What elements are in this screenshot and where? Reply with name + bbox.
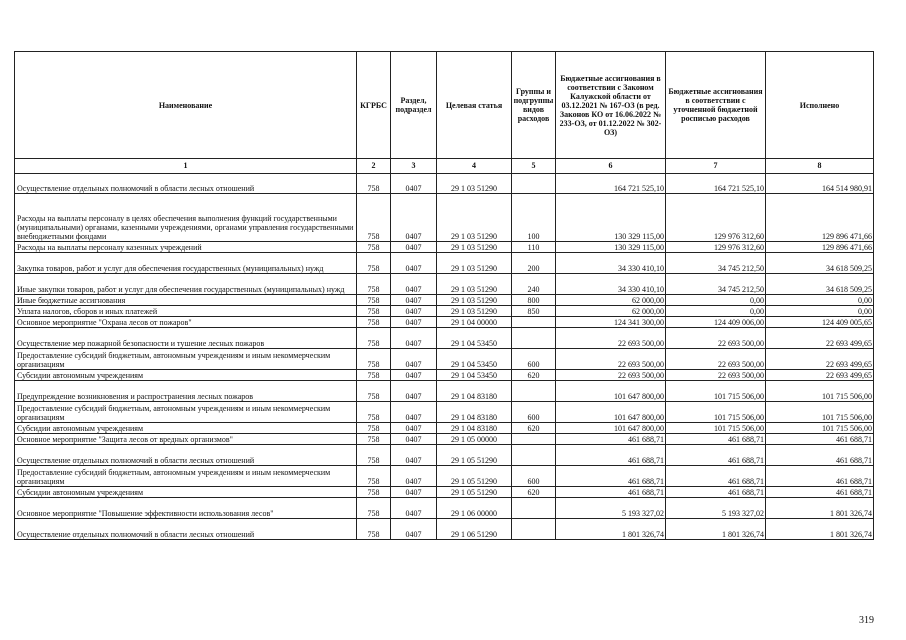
cell-name: Основное мероприятие "Охрана лесов от пожаров" [15, 317, 357, 328]
cell-section: 0407 [391, 445, 437, 466]
cell-refined: 22 693 500,00 [666, 349, 766, 370]
table-row [15, 434, 874, 445]
cell-group [512, 445, 556, 466]
cell-executed: 22 693 499,65 [766, 349, 874, 370]
cell-group: 620 [512, 423, 556, 434]
cell-section: 0407 [391, 194, 437, 242]
column-number: 2 [357, 159, 391, 174]
cell-group: 200 [512, 253, 556, 274]
table-row [15, 445, 874, 466]
table-row [15, 402, 874, 423]
cell-executed: 129 896 471,66 [766, 194, 874, 242]
cell-section: 0407 [391, 487, 437, 498]
cell-section: 0407 [391, 253, 437, 274]
table-row [15, 381, 874, 402]
cell-budget: 461 688,71 [556, 466, 666, 487]
table-row [15, 498, 874, 519]
cell-budget: 62 000,00 [556, 306, 666, 317]
cell-target: 29 1 04 83180 [437, 381, 512, 402]
cell-target: 29 1 03 51290 [437, 274, 512, 295]
cell-group [512, 434, 556, 445]
cell-name: Основное мероприятие "Повышение эффективности использования лесов" [15, 498, 357, 519]
cell-executed: 101 715 506,00 [766, 381, 874, 402]
cell-section: 0407 [391, 306, 437, 317]
cell-refined: 461 688,71 [666, 445, 766, 466]
column-number: 5 [512, 159, 556, 174]
table-row [15, 295, 874, 306]
cell-group: 850 [512, 306, 556, 317]
cell-refined: 101 715 506,00 [666, 381, 766, 402]
cell-group: 600 [512, 402, 556, 423]
cell-kgrbs: 758 [357, 274, 391, 295]
header-name: Наименование [15, 52, 357, 159]
header-executed: Исполнено [766, 52, 874, 159]
column-number: 7 [666, 159, 766, 174]
cell-group: 800 [512, 295, 556, 306]
cell-target: 29 1 03 51290 [437, 306, 512, 317]
cell-group [512, 317, 556, 328]
cell-kgrbs: 758 [357, 328, 391, 349]
cell-section: 0407 [391, 174, 437, 194]
cell-kgrbs: 758 [357, 466, 391, 487]
cell-executed: 0,00 [766, 295, 874, 306]
cell-group [512, 498, 556, 519]
cell-kgrbs: 758 [357, 370, 391, 381]
cell-target: 29 1 05 00000 [437, 434, 512, 445]
column-number: 3 [391, 159, 437, 174]
cell-refined: 0,00 [666, 306, 766, 317]
column-number: 8 [766, 159, 874, 174]
cell-name: Субсидии автономным учреждениям [15, 423, 357, 434]
header-budget-refined: Бюджетные ассигнования в соответствии с уточненной бюджетной росписью расходов [666, 52, 766, 159]
cell-section: 0407 [391, 434, 437, 445]
cell-executed: 22 693 499,65 [766, 370, 874, 381]
cell-kgrbs: 758 [357, 445, 391, 466]
cell-refined: 461 688,71 [666, 487, 766, 498]
cell-target: 29 1 04 53450 [437, 370, 512, 381]
cell-refined: 22 693 500,00 [666, 328, 766, 349]
cell-section: 0407 [391, 402, 437, 423]
header-section: Раздел, подраздел [391, 52, 437, 159]
table-row [15, 519, 874, 540]
cell-name: Иные бюджетные ассигнования [15, 295, 357, 306]
cell-target: 29 1 05 51290 [437, 466, 512, 487]
cell-group: 620 [512, 370, 556, 381]
cell-name: Субсидии автономным учреждениям [15, 487, 357, 498]
cell-refined: 0,00 [666, 295, 766, 306]
cell-refined: 1 801 326,74 [666, 519, 766, 540]
cell-kgrbs: 758 [357, 253, 391, 274]
cell-section: 0407 [391, 274, 437, 295]
cell-target: 29 1 04 00000 [437, 317, 512, 328]
cell-budget: 5 193 327,02 [556, 498, 666, 519]
cell-executed: 101 715 506,00 [766, 402, 874, 423]
cell-kgrbs: 758 [357, 242, 391, 253]
cell-name: Основное мероприятие "Защита лесов от вредных организмов" [15, 434, 357, 445]
cell-kgrbs: 758 [357, 498, 391, 519]
table-row [15, 253, 874, 274]
cell-refined: 101 715 506,00 [666, 423, 766, 434]
cell-budget: 164 721 525,10 [556, 174, 666, 194]
table-row [15, 194, 874, 242]
cell-kgrbs: 758 [357, 349, 391, 370]
cell-kgrbs: 758 [357, 487, 391, 498]
cell-kgrbs: 758 [357, 295, 391, 306]
cell-refined: 101 715 506,00 [666, 402, 766, 423]
cell-name: Осуществление мер пожарной безопасности и тушение лесных пожаров [15, 328, 357, 349]
cell-group: 620 [512, 487, 556, 498]
cell-target: 29 1 03 51290 [437, 194, 512, 242]
cell-target: 29 1 04 83180 [437, 423, 512, 434]
cell-budget: 62 000,00 [556, 295, 666, 306]
cell-executed: 461 688,71 [766, 445, 874, 466]
cell-group [512, 381, 556, 402]
cell-kgrbs: 758 [357, 423, 391, 434]
cell-target: 29 1 06 00000 [437, 498, 512, 519]
cell-group [512, 328, 556, 349]
cell-kgrbs: 758 [357, 194, 391, 242]
cell-executed: 124 409 005,65 [766, 317, 874, 328]
cell-refined: 461 688,71 [666, 434, 766, 445]
cell-kgrbs: 758 [357, 174, 391, 194]
header-kgrbs: КГРБС [357, 52, 391, 159]
cell-kgrbs: 758 [357, 519, 391, 540]
cell-budget: 1 801 326,74 [556, 519, 666, 540]
cell-section: 0407 [391, 466, 437, 487]
cell-refined: 34 745 212,50 [666, 253, 766, 274]
cell-budget: 130 329 115,00 [556, 194, 666, 242]
cell-budget: 34 330 410,10 [556, 274, 666, 295]
cell-refined: 129 976 312,60 [666, 242, 766, 253]
cell-group: 110 [512, 242, 556, 253]
header-target: Целевая статья [437, 52, 512, 159]
cell-budget: 461 688,71 [556, 445, 666, 466]
cell-budget: 124 341 300,00 [556, 317, 666, 328]
cell-name: Осуществление отдельных полномочий в области лесных отношений [15, 174, 357, 194]
cell-name: Осуществление отдельных полномочий в области лесных отношений [15, 519, 357, 540]
column-number: 4 [437, 159, 512, 174]
cell-section: 0407 [391, 317, 437, 328]
header-budget-law: Бюджетные ассигнования в соответствии с Законом Калужской области от 03.12.2021 № 167-ОЗ (в ред. Законов КО от 16.06.2022 № 233-ОЗ, от 01.12.2022 № 302-ОЗ) [556, 52, 666, 159]
cell-refined: 34 745 212,50 [666, 274, 766, 295]
cell-budget: 22 693 500,00 [556, 370, 666, 381]
cell-group [512, 519, 556, 540]
cell-name: Иные закупки товаров, работ и услуг для обеспечения государственных (муниципальных) нужд [15, 274, 357, 295]
cell-group: 600 [512, 466, 556, 487]
cell-refined: 5 193 327,02 [666, 498, 766, 519]
cell-section: 0407 [391, 423, 437, 434]
cell-target: 29 1 05 51290 [437, 487, 512, 498]
cell-group: 600 [512, 349, 556, 370]
cell-name: Уплата налогов, сборов и иных платежей [15, 306, 357, 317]
table-row [15, 274, 874, 295]
table-row [15, 349, 874, 370]
cell-name: Расходы на выплаты персоналу в целях обеспечения выполнения функций государственными (муниципальными) органами, казенными учреждениями, органами управления государственными внебюджетными фондами [15, 194, 357, 242]
table-row [15, 328, 874, 349]
cell-budget: 22 693 500,00 [556, 328, 666, 349]
cell-executed: 1 801 326,74 [766, 519, 874, 540]
cell-name: Предоставление субсидий бюджетным, автономным учреждениям и иным некоммерческим организациям [15, 349, 357, 370]
table-body [15, 174, 874, 540]
cell-executed: 164 514 980,91 [766, 174, 874, 194]
cell-name: Осуществление отдельных полномочий в области лесных отношений [15, 445, 357, 466]
cell-section: 0407 [391, 498, 437, 519]
budget-execution-sheet [14, 51, 873, 540]
cell-executed: 101 715 506,00 [766, 423, 874, 434]
column-number: 6 [556, 159, 666, 174]
header-group: Группы и подгруппы видов расходов [512, 52, 556, 159]
table-row [15, 317, 874, 328]
cell-target: 29 1 03 51290 [437, 174, 512, 194]
table-row [15, 306, 874, 317]
cell-executed: 461 688,71 [766, 466, 874, 487]
table-row [15, 174, 874, 194]
column-number: 1 [15, 159, 357, 174]
cell-section: 0407 [391, 519, 437, 540]
cell-kgrbs: 758 [357, 434, 391, 445]
cell-budget: 22 693 500,00 [556, 349, 666, 370]
cell-executed: 461 688,71 [766, 487, 874, 498]
cell-target: 29 1 04 53450 [437, 349, 512, 370]
cell-refined: 461 688,71 [666, 466, 766, 487]
cell-section: 0407 [391, 295, 437, 306]
table-row [15, 242, 874, 253]
cell-budget: 101 647 800,00 [556, 423, 666, 434]
cell-section: 0407 [391, 328, 437, 349]
cell-kgrbs: 758 [357, 402, 391, 423]
cell-kgrbs: 758 [357, 306, 391, 317]
cell-name: Предоставление субсидий бюджетным, автономным учреждениям и иным некоммерческим организациям [15, 402, 357, 423]
cell-budget: 34 330 410,10 [556, 253, 666, 274]
cell-executed: 22 693 499,65 [766, 328, 874, 349]
cell-section: 0407 [391, 242, 437, 253]
cell-budget: 101 647 800,00 [556, 381, 666, 402]
cell-executed: 1 801 326,74 [766, 498, 874, 519]
cell-target: 29 1 03 51290 [437, 253, 512, 274]
cell-kgrbs: 758 [357, 317, 391, 328]
cell-group: 240 [512, 274, 556, 295]
cell-budget: 101 647 800,00 [556, 402, 666, 423]
cell-budget: 130 329 115,00 [556, 242, 666, 253]
cell-executed: 461 688,71 [766, 434, 874, 445]
cell-target: 29 1 04 83180 [437, 402, 512, 423]
cell-target: 29 1 03 51290 [437, 295, 512, 306]
cell-refined: 164 721 525,10 [666, 174, 766, 194]
table-row [15, 487, 874, 498]
table-row [15, 370, 874, 381]
table-row [15, 466, 874, 487]
cell-section: 0407 [391, 370, 437, 381]
cell-section: 0407 [391, 349, 437, 370]
cell-name: Предупреждение возникновения и распространения лесных пожаров [15, 381, 357, 402]
cell-refined: 124 409 006,00 [666, 317, 766, 328]
cell-kgrbs: 758 [357, 381, 391, 402]
cell-name: Субсидии автономным учреждениям [15, 370, 357, 381]
table-header-row [15, 52, 874, 159]
cell-budget: 461 688,71 [556, 487, 666, 498]
cell-target: 29 1 05 51290 [437, 445, 512, 466]
table-row [15, 423, 874, 434]
cell-budget: 461 688,71 [556, 434, 666, 445]
cell-executed: 0,00 [766, 306, 874, 317]
cell-section: 0407 [391, 381, 437, 402]
budget-table [14, 51, 874, 540]
cell-target: 29 1 03 51290 [437, 242, 512, 253]
page-number: 319 [859, 615, 874, 626]
cell-group: 100 [512, 194, 556, 242]
cell-name: Закупка товаров, работ и услуг для обеспечения государственных (муниципальных) нужд [15, 253, 357, 274]
cell-executed: 34 618 509,25 [766, 274, 874, 295]
cell-refined: 22 693 500,00 [666, 370, 766, 381]
column-numbers-row [15, 159, 874, 174]
cell-executed: 129 896 471,66 [766, 242, 874, 253]
cell-name: Расходы на выплаты персоналу казенных учреждений [15, 242, 357, 253]
cell-target: 29 1 04 53450 [437, 328, 512, 349]
cell-group [512, 174, 556, 194]
cell-refined: 129 976 312,60 [666, 194, 766, 242]
cell-name: Предоставление субсидий бюджетным, автономным учреждениям и иным некоммерческим организациям [15, 466, 357, 487]
cell-target: 29 1 06 51290 [437, 519, 512, 540]
cell-executed: 34 618 509,25 [766, 253, 874, 274]
